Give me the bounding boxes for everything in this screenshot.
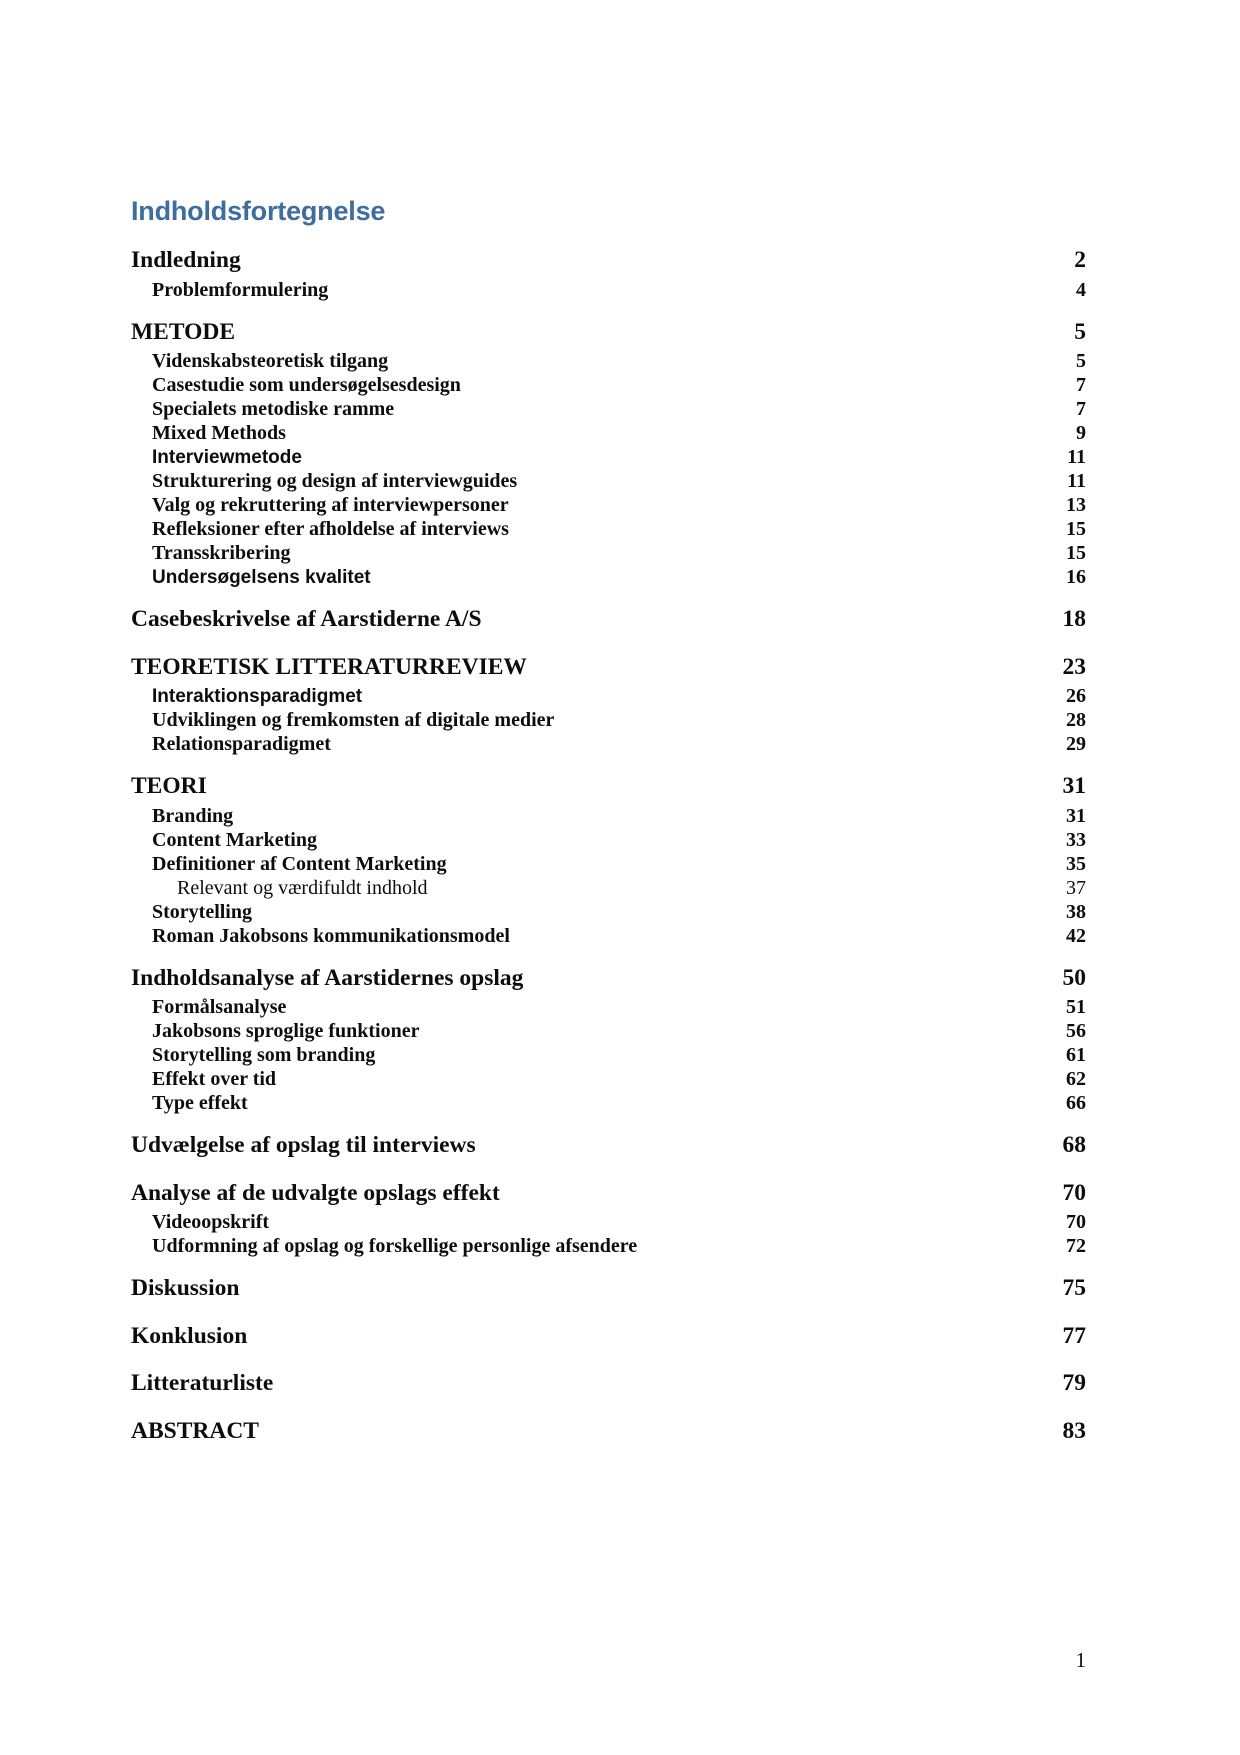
toc-entry-label: Litteraturliste	[131, 1370, 274, 1397]
toc-entry-page-number: 51	[1066, 996, 1086, 1019]
toc-entry[interactable]	[131, 1134, 1086, 1161]
toc-entry-label: Problemformulering	[152, 278, 329, 301]
toc-entry-page-number: 15	[1066, 542, 1086, 565]
toc-entry-label: Refleksioner efter afholdelse af interviews	[152, 518, 509, 541]
toc-entry[interactable]	[131, 1093, 1086, 1113]
toc-entry[interactable]	[131, 1417, 1086, 1447]
toc-entry-label: Udformning af opslag og forskellige personlige afsendere	[152, 1235, 638, 1258]
toc-entry-page-number: 15	[1066, 518, 1086, 541]
toc-entry[interactable]	[131, 854, 1086, 874]
toc-entry[interactable]	[131, 1372, 1086, 1399]
toc-entry[interactable]	[131, 447, 1086, 467]
toc-entry[interactable]	[131, 902, 1086, 922]
toc-entry[interactable]	[131, 519, 1086, 539]
toc-entry[interactable]	[131, 964, 1086, 994]
toc-entry-label: Mixed Methods	[152, 422, 286, 445]
toc-entry-page-number: 11	[1067, 470, 1086, 493]
toc-entry-page-number: 18	[1062, 606, 1086, 633]
toc-entry-label: Videoopskrift	[152, 1211, 270, 1234]
toc-entry-page-number: 26	[1066, 685, 1086, 708]
toc-entry-page-number: 35	[1066, 852, 1086, 875]
toc-entry[interactable]	[131, 567, 1086, 587]
toc-entry-label: METODE	[131, 318, 236, 345]
toc-entry[interactable]	[131, 318, 1086, 348]
toc-entry-label: Jakobsons sproglige funktioner	[152, 1020, 420, 1043]
toc-entry-label: Roman Jakobsons kommunikationsmodel	[152, 924, 510, 947]
toc-entry-page-number: 13	[1066, 494, 1086, 517]
toc-entry-page-number: 56	[1066, 1020, 1086, 1043]
toc-entry-page-number: 31	[1066, 804, 1086, 827]
toc-entry-page-number: 66	[1066, 1092, 1086, 1115]
toc-entry[interactable]	[131, 653, 1086, 683]
toc-container	[131, 196, 1086, 1446]
toc-entry[interactable]	[131, 775, 1086, 802]
toc-entry[interactable]	[131, 997, 1086, 1017]
toc-entry-label: Content Marketing	[152, 828, 317, 851]
toc-entry-page-number: 68	[1062, 1132, 1086, 1159]
toc-entry-label: Analyse af de udvalgte opslags effekt	[131, 1179, 500, 1206]
toc-entry-label: Effekt over tid	[152, 1068, 277, 1091]
toc-entry-label: Casebeskrivelse af Aarstiderne A/S	[131, 606, 482, 633]
toc-entry-label: Diskussion	[131, 1275, 240, 1302]
toc-entry[interactable]	[131, 280, 1086, 300]
toc-entry[interactable]	[131, 1021, 1086, 1041]
toc-entry-page-number: 83	[1062, 1417, 1086, 1444]
toc-entry[interactable]	[131, 399, 1086, 419]
toc-entry[interactable]	[131, 734, 1086, 754]
toc-entry[interactable]	[131, 1212, 1086, 1232]
toc-entry-page-number: 72	[1066, 1235, 1086, 1258]
toc-entry[interactable]	[131, 686, 1086, 706]
toc-entry-page-number: 70	[1062, 1179, 1086, 1206]
toc-entry[interactable]	[131, 351, 1086, 371]
toc-entry-label: Branding	[152, 804, 234, 827]
toc-entry[interactable]	[131, 1236, 1086, 1256]
toc-entry-label: Casestudie som undersøgelsesdesign	[152, 374, 461, 397]
toc-entry-page-number: 9	[1076, 422, 1086, 445]
toc-entry-label: TEORI	[131, 773, 207, 800]
toc-entry-label: Interaktionsparadigmet	[152, 686, 363, 708]
toc-entry-page-number: 29	[1066, 733, 1086, 756]
toc-entry-label: Definitioner af Content Marketing	[152, 852, 447, 875]
table-of-contents-list	[131, 249, 1086, 1446]
toc-entry-page-number: 62	[1066, 1068, 1086, 1091]
toc-entry-page-number: 2	[1074, 247, 1086, 274]
toc-entry-label: Type effekt	[152, 1092, 248, 1115]
toc-entry-label: Videnskabsteoretisk tilgang	[152, 350, 389, 373]
toc-entry-page-number: 33	[1066, 828, 1086, 851]
page-title: Indholdsfortegnelse	[131, 196, 386, 226]
toc-entry[interactable]	[131, 543, 1086, 563]
toc-entry-page-number: 75	[1062, 1275, 1086, 1302]
toc-entry-label: Relevant og værdifuldt indhold	[177, 876, 428, 899]
toc-entry-page-number: 79	[1062, 1370, 1086, 1397]
toc-entry-label: Konklusion	[131, 1322, 248, 1349]
toc-entry-label: Udvælgelse af opslag til interviews	[131, 1132, 476, 1159]
toc-entry[interactable]	[131, 1179, 1086, 1209]
toc-entry-page-number: 70	[1066, 1211, 1086, 1234]
toc-entry[interactable]	[131, 249, 1086, 276]
toc-entry-label: Interviewmetode	[152, 447, 302, 469]
toc-entry-label: Indledning	[131, 247, 241, 274]
toc-entry-page-number: 61	[1066, 1044, 1086, 1067]
toc-entry-label: Relationsparadigmet	[152, 733, 331, 756]
toc-entry-label: Undersøgelsens kvalitet	[152, 567, 371, 589]
toc-entry[interactable]	[131, 878, 1086, 898]
toc-entry[interactable]	[131, 423, 1086, 443]
toc-entry-page-number: 11	[1067, 446, 1086, 469]
toc-entry-label: TEORETISK LITTERATURREVIEW	[131, 653, 527, 680]
toc-entry-label: Storytelling	[152, 900, 252, 923]
toc-entry-page-number: 37	[1066, 876, 1086, 899]
toc-entry[interactable]	[131, 830, 1086, 850]
toc-entry-page-number: 23	[1062, 653, 1086, 680]
toc-entry[interactable]	[131, 495, 1086, 515]
toc-entry[interactable]	[131, 375, 1086, 395]
toc-entry-page-number: 5	[1074, 318, 1086, 345]
toc-entry-page-number: 38	[1066, 900, 1086, 923]
toc-entry[interactable]	[131, 608, 1086, 635]
toc-entry[interactable]	[131, 471, 1086, 491]
toc-entry[interactable]	[131, 1322, 1086, 1352]
toc-entry-label: Specialets metodiske ramme	[152, 398, 395, 421]
toc-entry-page-number: 4	[1076, 278, 1086, 301]
toc-entry-page-number: 31	[1062, 773, 1086, 800]
toc-entry-label: Udviklingen og fremkomsten af digitale medier	[152, 709, 555, 732]
toc-entry-label: Indholdsanalyse af Aarstidernes opslag	[131, 964, 524, 991]
toc-entry-label: Strukturering og design af interviewguides	[152, 470, 518, 493]
toc-entry-label: Formålsanalyse	[152, 996, 287, 1019]
toc-entry-label: ABSTRACT	[131, 1417, 259, 1444]
toc-entry[interactable]	[131, 710, 1086, 730]
toc-entry-page-number: 50	[1062, 964, 1086, 991]
toc-entry[interactable]	[131, 926, 1086, 946]
toc-entry-label: Transskribering	[152, 542, 291, 565]
toc-entry[interactable]	[131, 1069, 1086, 1089]
toc-entry[interactable]	[131, 806, 1086, 826]
footer-page-number: 1	[1075, 1648, 1086, 1672]
toc-entry-page-number: 5	[1076, 350, 1086, 373]
toc-entry-page-number: 7	[1076, 398, 1086, 421]
toc-entry-label: Valg og rekruttering af interviewpersoner	[152, 494, 509, 517]
toc-entry-page-number: 28	[1066, 709, 1086, 732]
toc-entry[interactable]	[131, 1277, 1086, 1304]
toc-entry-page-number: 42	[1066, 924, 1086, 947]
toc-entry-label: Storytelling som branding	[152, 1044, 376, 1067]
toc-entry-page-number: 16	[1066, 566, 1086, 589]
toc-entry-page-number: 7	[1076, 374, 1086, 397]
toc-entry-page-number: 77	[1062, 1322, 1086, 1349]
toc-entry[interactable]	[131, 1045, 1086, 1065]
